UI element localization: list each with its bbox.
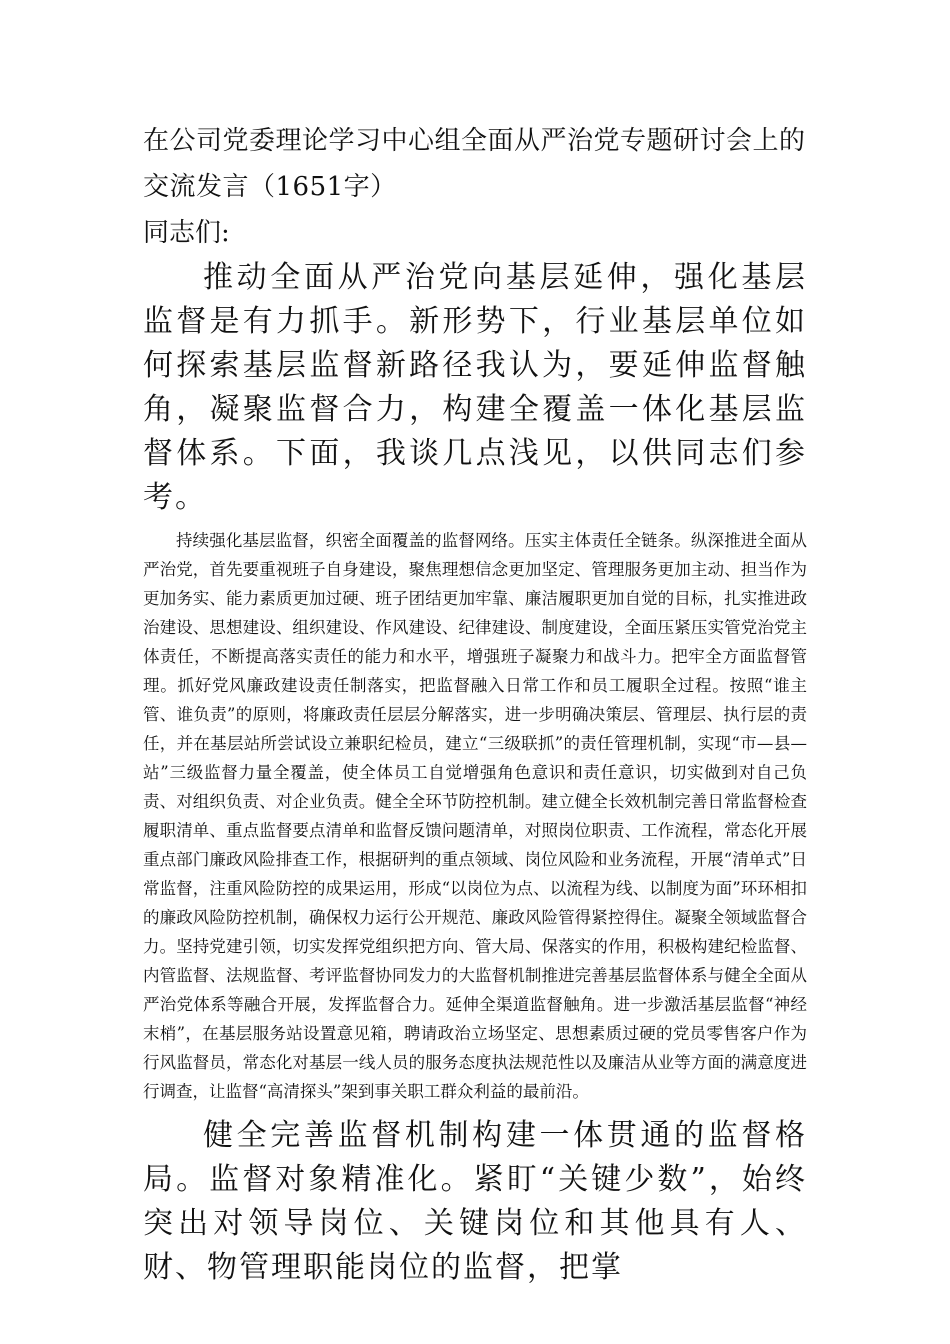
greeting: 同志们: — [143, 218, 230, 248]
document-title: 在公司党委理论学习中心组全面从严治党专题研讨会上的交流发言（1651字） — [143, 126, 806, 202]
document-page — [143, 118, 807, 1290]
body-paragraph: 持续强化基层监督，织密全面覆盖的监督网络。压实主体责任全链条。纵深推进全面从严治党，首先要重视班子自身建设，聚焦理想信念更加坚定、管理服务更加主动、担当作为更加务实、能力素质更加过硬、班子团结更加牢靠、廉洁履职更加自觉的目标，扎实推进政治建设、思想建设、组织建设、作风建设、纪律建设、制度建设，全面压紧压实管党治党主体责任，不断提高落实责任的能力和水平，增强班子凝聚力和战斗力。把牢全方面监督管理。抓好党风廉政建设责任制落实，把监督融入日常工作和员工履职全过程。按照“谁主管、谁负责”的原则，将廉政责任层层分解落实，进一步明确决策层、管理层、执行层的责任，并在基层站所尝试设立兼职纪检员，建立“三级联抓”的责任管理机制，实现“市—县—站”三级监督力量全覆盖，使全体员工自觉增强角色意识和责任意识，切实做到对自己负责、对组织负责、对企业负责。健全全环节防控机制。建立健全长效机制完善日常监督检查履职清单、重点监督要点清单和监督反馈问题清单，对照岗位职责、工作流程，常态化开展重点部门廉政风险排查工作，根据研判的重点领域、岗位风险和业务流程，开展“清单式”日常监督，注重风险防控的成果运用，形成“以岗位为点、以流程为线、以制度为面”环环相扣的廉政风险防控机制，确保权力运行公开规范、廉政风险管得紧控得住。凝聚全领域监督合力。坚持党建引领，切实发挥党组织把方向、管大局、保落实的作用，积极构建纪检监督、内管监督、法规监督、考评监督协同发力的大监督机制推进完善基层监督体系与健全全面从严治党体系等融合开展，发挥监督合力。延伸全渠道监督触角。进一步激活基层监督“神经末梢”，在基层服务站设置意见箱，聘请政治立场坚定、思想素质过硬的党员零售客户作为行风监督员，常态化对基层一线人员的服务态度执法规范性以及廉洁从业等方面的满意度进行调查，让监督“高清探头”架到事关职工群众利益的最前沿。 — [143, 531, 807, 1101]
section-paragraph: 健全完善监督机制构建一体贯通的监督格局。监督对象精准化。紧盯“关键少数”，始终突出对领导岗位、关键岗位和其他具有人、财、物管理职能岗位的监督，把掌 — [143, 1118, 807, 1285]
intro-paragraph: 推动全面从严治党向基层延伸，强化基层监督是有力抓手。新形势下，行业基层单位如何探索基层监督新路径我认为，要延伸监督触角，凝聚监督合力，构建全覆盖一体化基层监督体系。下面，我谈几点浅见，以供同志们参考。 — [143, 260, 807, 515]
